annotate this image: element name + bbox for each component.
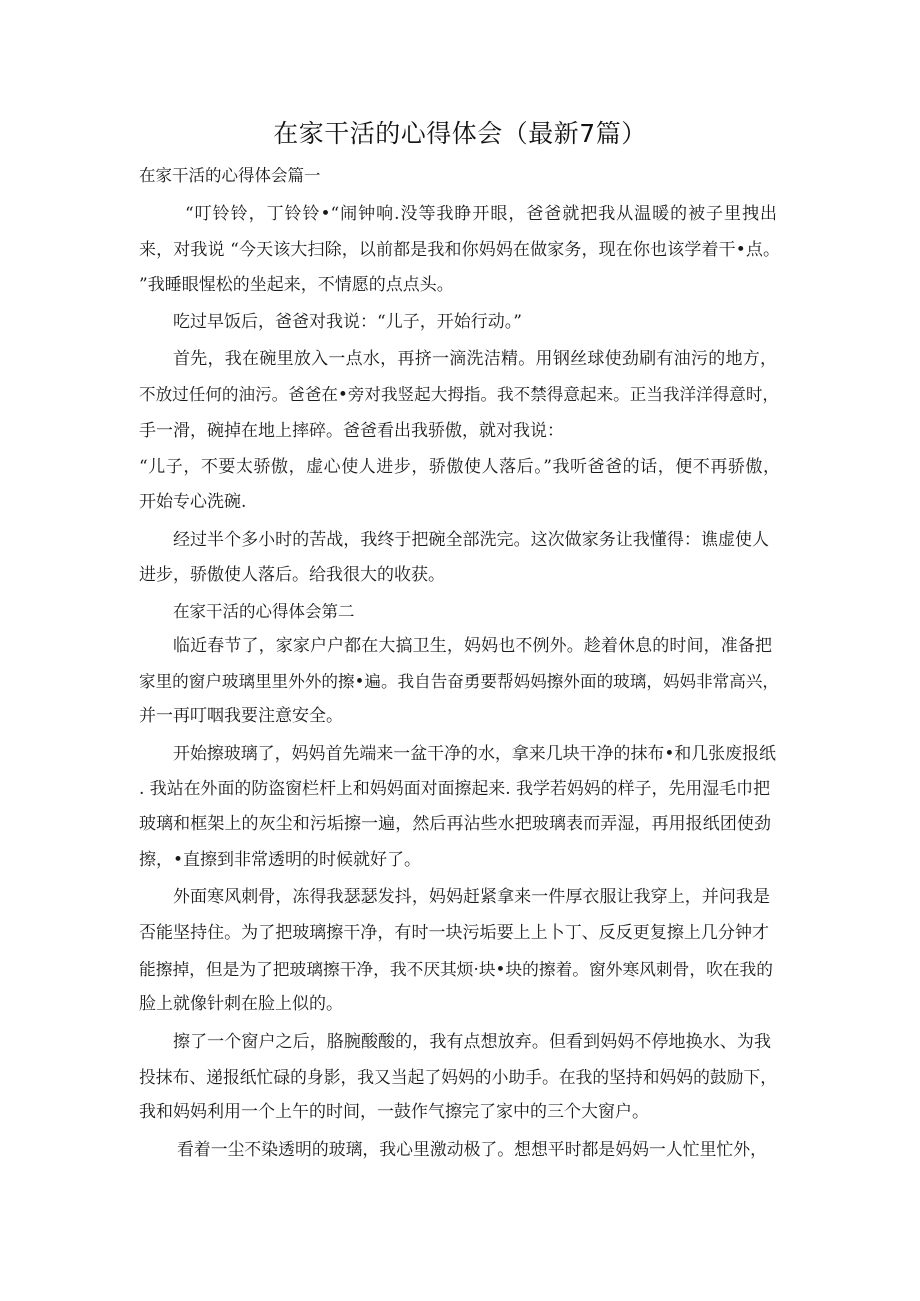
paragraph-line: 经过半个多小时的苦战，我终于把碗全部洗完。这次做家务让我懂得：谯虚使人	[173, 530, 769, 550]
paragraph-line: “儿子，不要太骄傲，虚心使人进步，骄傲使人落后。”我听爸爸的话，便不再骄傲，	[139, 457, 780, 477]
paragraph-line: 不放过任何的油污。爸爸在•旁对我竖起大拇指。我不禁得意起来。正当我洋洋得意时，	[139, 385, 779, 404]
paragraph-line: 家里的窗户玻璃里里外外的擦•遍。我自告奋勇要帮妈妈擦外面的玻璃，妈妈非常高兴，	[139, 672, 779, 691]
paragraph-line: 首先，我在碗里放入一点水，再挤一滴洗洁精。用钢丝球使劲刷有油污的地方，	[173, 349, 777, 369]
paragraph-line: 能擦掉，但是为了把玻璃擦干净，我不厌其烦·块•块的擦着。窗外寒风刺骨，吹在我的	[139, 959, 773, 979]
paragraph-line: 并一再叮咽我要注意安全。	[139, 706, 343, 726]
paragraph-line: 手一滑，碗掉在地上摔碎。爸爸看出我骄傲，就对我说：	[139, 421, 564, 441]
document-title: 在家干活的心得体会（最新7篇）	[273, 119, 647, 148]
paragraph-line: 擦，•直擦到非常透明的时候就好了。	[139, 850, 422, 870]
paragraph-line: 投抹布、递报纸忙碌的身影，我又当起了妈妈的小助手。在我的坚持和妈妈的鼓励下，	[139, 1067, 777, 1087]
paragraph-line: “叮铃铃，丁铃铃•“闹钟响.没等我睁开眼，爸爸就把我从温暖的被子里拽出	[185, 204, 777, 224]
paragraph-line: 开始擦玻璃了，妈妈首先端来一盆干净的水，拿来几块干净的抹布•和几张废报纸	[173, 743, 776, 763]
paragraph-line: 吃过早饭后，爸爸对我说：“儿子，开始行动。”	[173, 312, 522, 332]
paragraph-line: 临近春节了，家家户户都在大搞卫生，妈妈也不例外。趁着休息的时间，准备把	[173, 636, 772, 656]
paragraph-line: 开始专心洗碗.	[139, 492, 247, 512]
paragraph-line: 来，对我说 “今天该大扫除，以前都是我和你妈妈在做家务，现在你也该学着干•点。	[139, 240, 780, 260]
paragraph-line: 外面寒风刺骨，冻得我瑟瑟发抖，妈妈赶紧拿来一件厚衣服让我穿上，并问我是	[173, 887, 770, 907]
paragraph-line: 玻璃和框架上的灰尘和污垢擦一遍，然后再沾些水把玻璃表而弄湿，再用报纸团使劲	[139, 814, 771, 834]
paragraph-line: 进步，骄傲使人落后。给我很大的收获。	[139, 565, 445, 585]
paragraph-line: ”我睡眼惺松的坐起来，不情愿的点点头。	[139, 275, 454, 295]
section-heading-2: 在家干活的心得体会第二	[173, 602, 355, 621]
section-heading-1: 在家干活的心得体会篇一	[139, 166, 321, 185]
paragraph-line: 我和妈妈利用一个上午的时间，一鼓作气擦完了家中的三个大窗户。	[139, 1102, 649, 1122]
paragraph-line: 看着一尘不染透明的玻璃，我心里激动极了。想想平时都是妈妈一人忙里忙外，	[177, 1139, 767, 1159]
paragraph-line: 擦了一个窗户之后，胳腕酸酸的，我有点想放弃。但看到妈妈不停地换水、为我	[173, 1032, 771, 1052]
paragraph-line: . 我站在外面的防盗窗栏杆上和妈妈面对面擦起来. 我学若妈妈的样子，先用湿毛巾把	[139, 778, 770, 798]
paragraph-line: 脸上就像针刺在脸上似的。	[139, 994, 343, 1014]
paragraph-line: 否能坚持住。为了把玻璃擦干净，有时一块污垢要上上卜丁、反反更复擦上几分钟才	[139, 923, 769, 943]
